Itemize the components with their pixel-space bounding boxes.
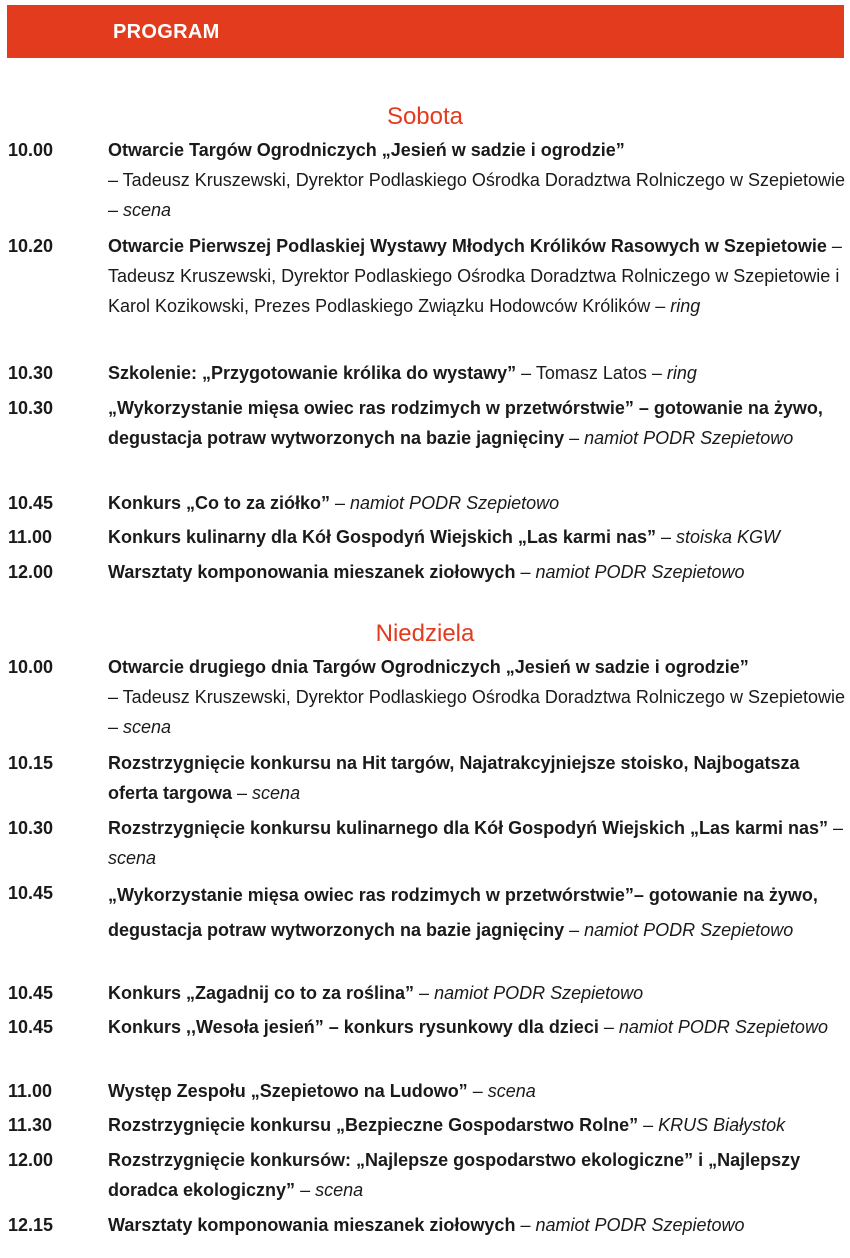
event-text [108, 1110, 846, 1140]
event-text [108, 135, 846, 225]
event-detail: – [467, 1081, 488, 1101]
event-text [108, 231, 846, 321]
event-title: Konkurs kulinarny dla Kół Gospodyń Wiejskich „Las karmi nas” [108, 527, 656, 547]
event-time: 11.00 [8, 527, 53, 547]
event-time: 10.45 [8, 1017, 54, 1037]
event-detail: – [655, 527, 676, 547]
event-title: Szkolenie: „Przygotowanie królika do wystawy” [108, 363, 517, 383]
event-place: scena [108, 848, 157, 868]
event-title: Warsztaty komponowania mieszanek ziołowych [108, 562, 516, 582]
event-place: namiot PODR Szepietowo [535, 1215, 745, 1235]
event-title: Konkurs „Co to za ziółko” [108, 493, 331, 513]
event-time: 10.45 [8, 883, 54, 903]
event-detail: – [515, 1215, 536, 1235]
event-time: 11.00 [8, 1081, 53, 1101]
event-place: stoiska KGW [676, 527, 781, 547]
event-place: ring [670, 296, 701, 316]
event-place: scena [123, 717, 172, 737]
event-title: Rozstrzygnięcie konkursu kulinarnego dla Kół Gospodyń Wiejskich „Las karmi nas” [108, 818, 829, 838]
event-time: 10.30 [8, 363, 54, 383]
event-time: 10.20 [8, 236, 54, 256]
event-place: namiot PODR Szepietowo [535, 562, 745, 582]
event-text [108, 393, 846, 453]
event-place: scena [315, 1180, 364, 1200]
event-title: Konkurs ,,Wesoła jesień” – konkurs rysunkowy dla dzieci [108, 1017, 599, 1037]
event-time: 10.30 [8, 818, 54, 838]
event-text [108, 358, 846, 388]
event-title: Występ Zespołu „Szepietowo na Ludowo” [108, 1081, 468, 1101]
event-place: namiot PODR Szepietowo [584, 428, 794, 448]
event-time: 10.45 [8, 493, 54, 513]
event-place: namiot PODR Szepietowo [434, 983, 644, 1003]
event-detail: – Tadeusz Kruszewski, Dyrektor Podlaskiego Ośrodka Doradztwa Rolniczego w Szepietowie – [108, 687, 846, 737]
event-text [108, 748, 846, 808]
event-title: Otwarcie drugiego dnia Targów Ogrodniczych „Jesień w sadzie i ogrodzie” [108, 657, 749, 677]
event-text [108, 522, 846, 552]
day-heading-saturday: Sobota [386, 103, 464, 130]
event-detail: – [330, 493, 351, 513]
event-title: Rozstrzygnięcie konkursu na Hit targów, Najatrakcyjniejsze stoisko, Najbogatsza oferta targowa [108, 753, 800, 803]
event-title: Warsztaty komponowania mieszanek ziołowych [108, 1215, 516, 1235]
event-place: scena [252, 783, 301, 803]
day-heading-sunday: Niedziela [375, 620, 475, 647]
program-banner [7, 5, 844, 58]
event-detail: – [414, 983, 435, 1003]
event-text [108, 557, 846, 587]
event-title: Konkurs „Zagadnij co to za roślina” [108, 983, 415, 1003]
event-detail: – Tomasz Latos – [516, 363, 667, 383]
event-text [108, 1076, 846, 1106]
event-title: Otwarcie Pierwszej Podlaskiej Wystawy Młodych Królików Rasowych w Szepietowie [108, 236, 827, 256]
event-time: 12.15 [8, 1215, 54, 1235]
event-time: 12.00 [8, 562, 54, 582]
event-detail: – [515, 562, 536, 582]
event-place: KRUS Białystok [658, 1115, 786, 1135]
event-time: 10.15 [8, 753, 54, 773]
event-place: namiot PODR Szepietowo [350, 493, 560, 513]
event-title: Rozstrzygnięcie konkursu „Bezpieczne Gospodarstwo Rolne” [108, 1115, 639, 1135]
event-text [108, 878, 846, 948]
event-title: Rozstrzygnięcie konkursów: „Najlepsze gospodarstwo ekologiczne” i „Najlepszy doradca ekologiczny” [108, 1150, 801, 1200]
event-time: 10.30 [8, 398, 54, 418]
event-text [108, 1210, 846, 1240]
event-text [108, 488, 846, 518]
event-detail: – [295, 1180, 316, 1200]
event-detail: – [598, 1017, 619, 1037]
event-time: 10.45 [8, 983, 54, 1003]
event-detail: – [828, 818, 844, 838]
event-text [108, 978, 846, 1008]
event-time: 10.00 [8, 140, 54, 160]
event-title: „Wykorzystanie mięsa owiec ras rodzimych w przetwórstwie” – gotowanie na żywo, degustacja potraw wytworzonych na bazie jagnięciny [108, 398, 823, 448]
event-title: Otwarcie Targów Ogrodniczych „Jesień w sadzie i ogrodzie” [108, 140, 625, 160]
event-time: 10.00 [8, 657, 54, 677]
event-place: ring [666, 363, 697, 383]
event-text [108, 1145, 846, 1205]
event-title: „Wykorzystanie mięsa owiec ras rodzimych w przetwórstwie”– gotowanie na żywo, degustacja potraw wytworzonych na bazie jagnięciny [108, 885, 818, 940]
event-place: namiot PODR Szepietowo [618, 1017, 828, 1037]
program-title: PROGRAM [113, 21, 220, 43]
event-place: scena [487, 1081, 536, 1101]
event-detail: – Tadeusz Kruszewski, Dyrektor Podlaskiego Ośrodka Doradztwa Rolniczego w Szepietowie – [108, 170, 846, 220]
event-detail: – [638, 1115, 659, 1135]
event-detail: – [232, 783, 253, 803]
event-text [108, 652, 846, 742]
event-place: scena [123, 200, 172, 220]
event-time: 12.00 [8, 1150, 54, 1170]
event-detail: – [564, 428, 585, 448]
event-detail: – [564, 920, 585, 940]
event-place: namiot PODR Szepietowo [584, 920, 794, 940]
event-text [108, 1012, 846, 1042]
event-time: 11.30 [8, 1115, 53, 1135]
event-text [108, 813, 846, 873]
event-detail: – Tadeusz Kruszewski, Dyrektor Podlaskiego Ośrodka Doradztwa Rolniczego w Szepietowie i Karol Kozikowski, Prezes Podlaskiego Związku Hodowców Królików – [108, 236, 842, 316]
